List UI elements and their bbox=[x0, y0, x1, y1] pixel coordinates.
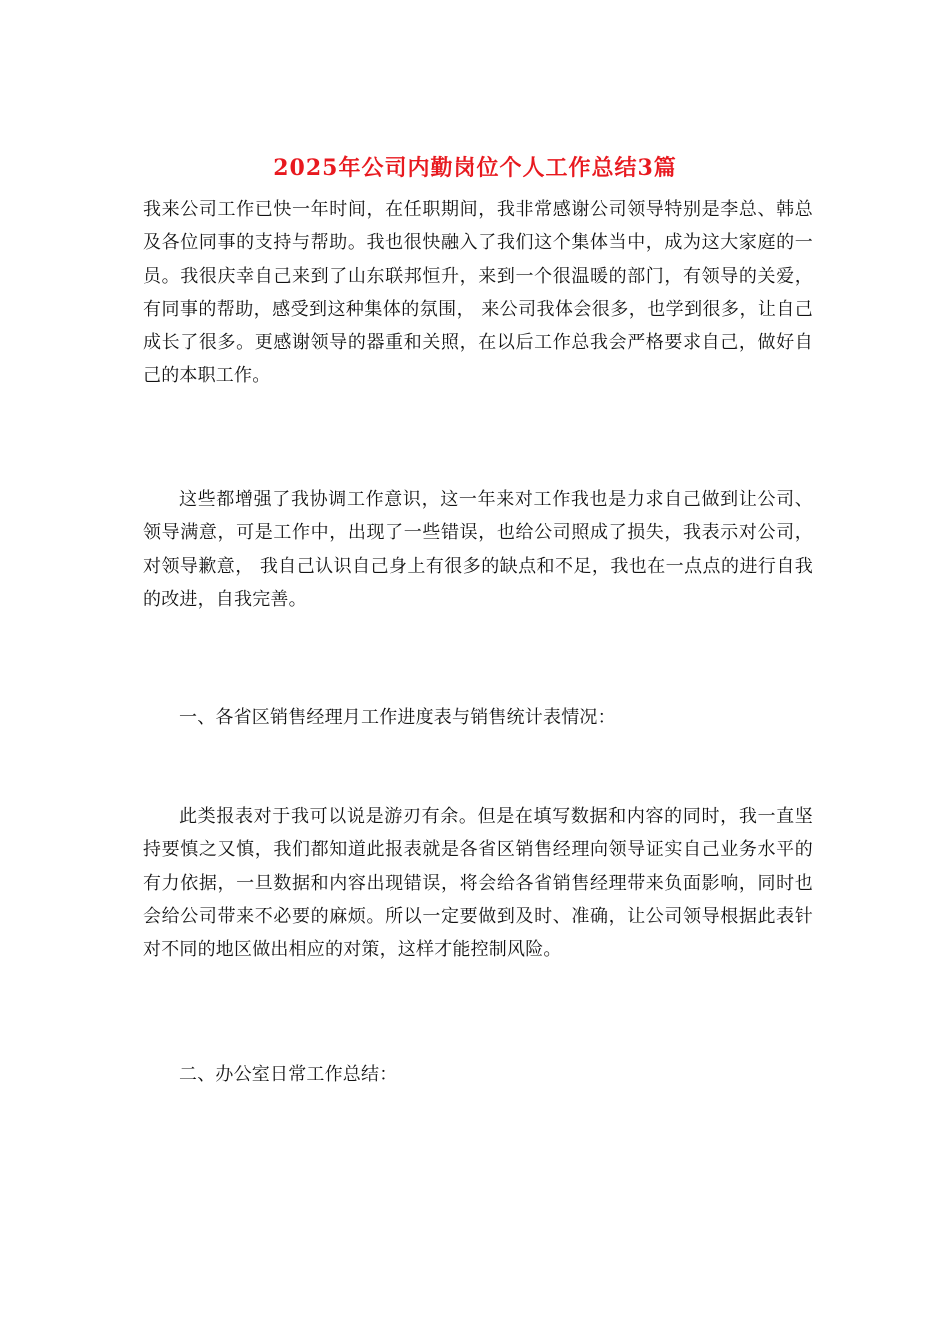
intro-paragraph: 我来公司工作已快一年时间，在任职期间，我非常感谢公司领导特别是李总、韩总及各位同事的支持与帮助。我也很快融入了我们这个集体当中，成为这大家庭的一员。我很庆幸自己来到了山东联邦恒升，来到一个很温暖的部门，有领导的关爱，有同事的帮助，感受到这种集体的氛围， 来公司我体会很多，也学到很多，让自己成长了很多。更感谢领导的器重和关照，在以后工作总我会严格要求自己，做好自己的本职工作。 bbox=[143, 199, 813, 387]
body-paragraph: 这些都增强了我协调工作意识，这一年来对工作我也是力求自己做到让公司、领导满意，可是工作中，出现了一些错误，也给公司照成了损失，我表示对公司， 对领导歉意， 我自己认识自己身上有很多的缺点和不足，我也在一点点的进行自我的改进，自我完善。 bbox=[143, 489, 813, 610]
document-title: 2025年公司内勤岗位个人工作总结3篇 bbox=[273, 155, 677, 181]
section-heading-1: 一、各省区销售经理月工作进度表与销售统计表情况： bbox=[179, 707, 616, 728]
section-heading-2: 二、办公室日常工作总结： bbox=[179, 1064, 398, 1085]
body-paragraph: 此类报表对于我可以说是游刃有余。但是在填写数据和内容的同时，我一直坚持要慎之又慎，我们都知道此报表就是各省区销售经理向领导证实自己业务水平的有力依据，一旦数据和内容出现错误，将会给各省销售经理带来负面影响，同时也会给公司带来不必要的麻烦。所以一定要做到及时、准确，让公司领导根据此表针对不同的地区做出相应的对策，这样才能控制风险。 bbox=[143, 806, 813, 961]
